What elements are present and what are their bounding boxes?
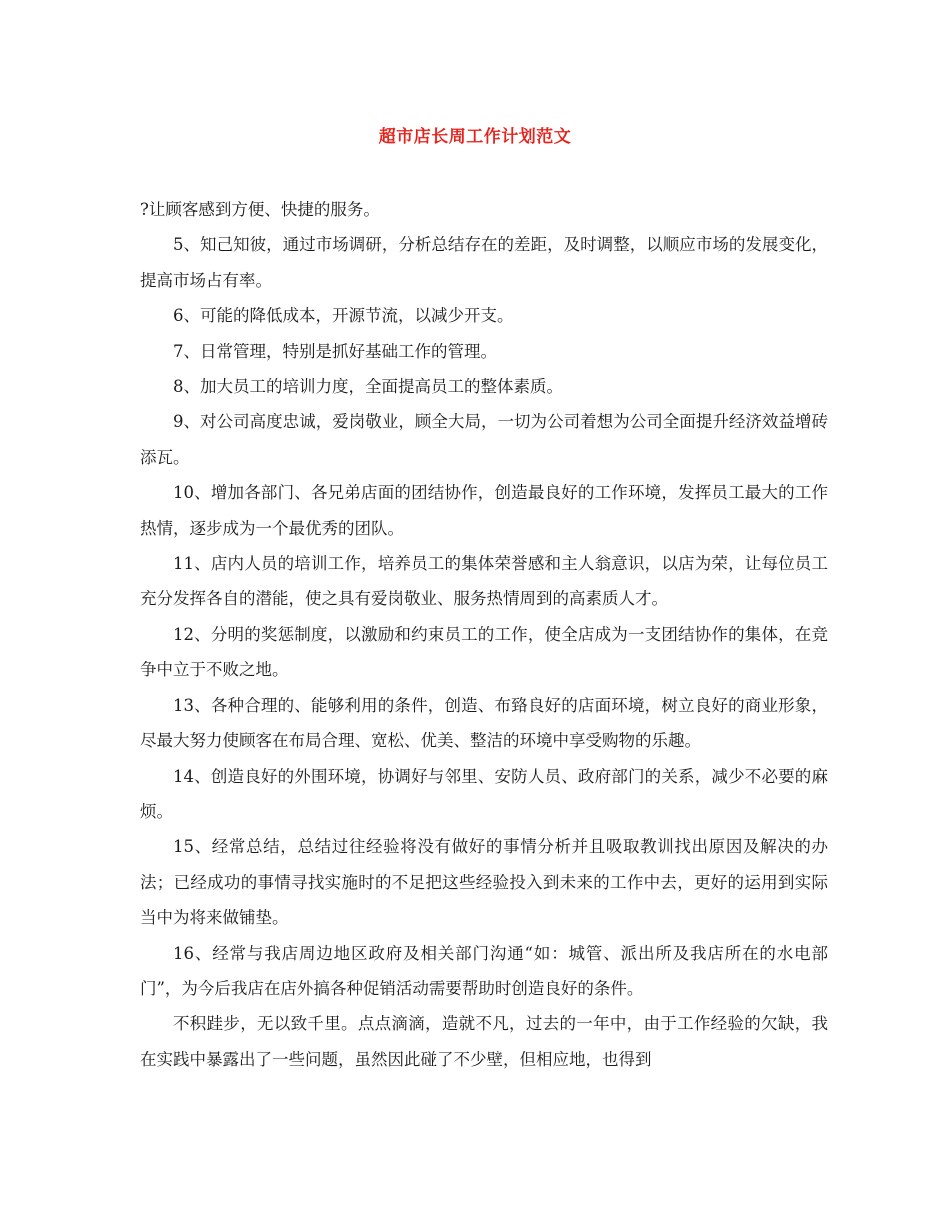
paragraph-0: ?让顾客感到方便、快捷的服务。 — [140, 200, 380, 219]
document-title: 超市店长周工作计划范文 — [378, 127, 572, 147]
paragraph-4: 8、加大员工的培训力度，全面提高员工的整体素质。 — [173, 377, 563, 397]
paragraph-12: 16、经常与我店周边地区政府及相关部门沟通“如：城管、派出所及我店所在的水电部门”，为今后我店在店外搞各种促销活动需要帮助时创造良好的条件。 — [140, 943, 828, 998]
paragraph-3: 7、日常管理，特别是抓好基础工作的管理。 — [173, 341, 497, 361]
paragraph-13: 不积跬步，无以致千里。点点滴滴，造就不凡，过去的一年中，由于工作经验的欠缺，我在实践中暴露出了一些问题，虽然因此碰了不少壁，但相应地，也得到 — [140, 1014, 828, 1069]
paragraph-10: 14、创造良好的外围环境，协调好与邻里、安防人员、政府部门的关系，减少不必要的麻烦。 — [140, 766, 828, 821]
document-body — [140, 192, 828, 1077]
paragraph-8: 12、分明的奖惩制度，以激励和约束员工的工作，使全店成为一支团结协作的集体，在竞争中立于不败之地。 — [140, 624, 828, 680]
paragraph-2: 6、可能的降低成本，开源节流，以减少开支。 — [173, 306, 514, 326]
paragraph-7: 11、店内人员的培训工作，培养员工的集体荣誉感和主人翁意识，以店为荣，让每位员工充分发挥各自的潜能，使之具有爱岗敬业、服务热情周到的高素质人才。 — [140, 554, 828, 609]
paragraph-5: 9、对公司高度忠诚，爱岗敬业，顾全大局，一切为公司着想为公司全面提升经济效益增砖添瓦。 — [140, 412, 828, 467]
paragraph-9: 13、各种合理的、能够利用的条件，创造、布臵良好的店面环境，树立良好的商业形象，尽最大努力使顾客在布局合理、宽松、优美、整洁的环境中享受购物的乐趣。 — [140, 695, 828, 751]
paragraph-11: 15、经常总结，总结过往经验将没有做好的事情分析并且吸取教训找出原因及解决的办法；已经成功的事情寻找实施时的不足把这些经验投入到未来的工作中去，更好的运用到实际当中为将来做铺垫。 — [140, 837, 828, 928]
paragraph-1: 5、知己知彼，通过市场调研，分析总结存在的差距，及时调整，以顺应市场的发展变化，提高市场占有率。 — [140, 235, 828, 290]
paragraph-6: 10、增加各部门、各兄弟店面的团结协作，创造最良好的工作环境，发挥员工最大的工作热情，逐步成为一个最优秀的团队。 — [140, 483, 828, 538]
